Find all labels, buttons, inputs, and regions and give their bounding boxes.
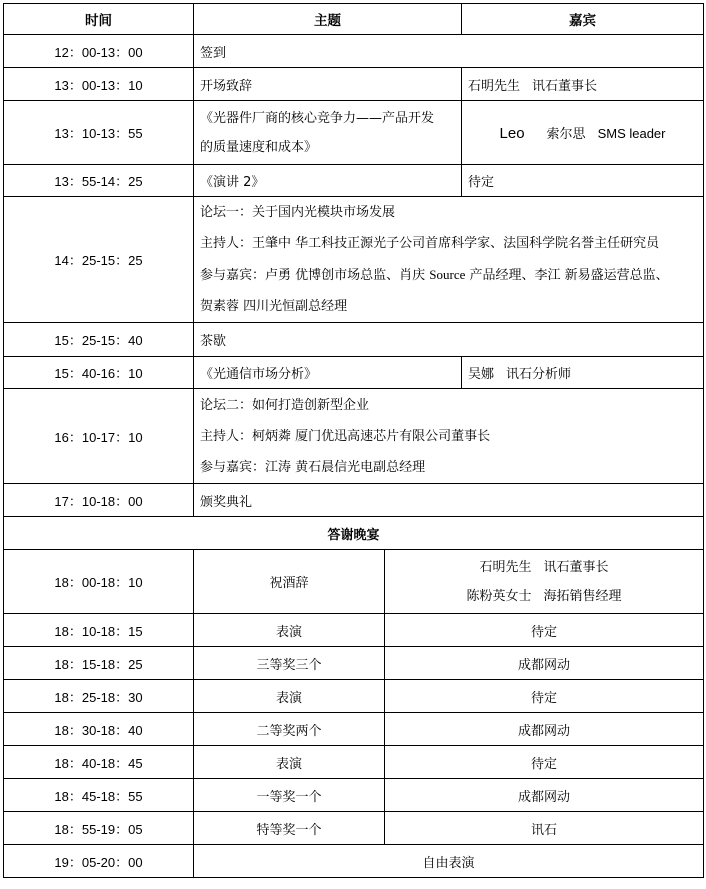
row-topic: 三等奖三个	[194, 647, 385, 680]
table-row	[4, 845, 704, 878]
guest-role: SMS leader	[597, 126, 666, 141]
row-time: 14：25-15：25	[4, 197, 194, 323]
schedule-sheet	[3, 3, 703, 878]
row-time: 18：25-18：30	[4, 680, 194, 713]
row-time: 15：25-15：40	[4, 323, 194, 357]
row-topic: 祝酒辞	[194, 550, 385, 614]
topic-line: 的质量速度和成本》	[200, 139, 318, 155]
table-row	[4, 357, 704, 389]
guest-company: 索尔思	[546, 127, 586, 142]
row-forum	[194, 197, 704, 323]
table-row	[4, 713, 704, 746]
row-time: 15：40-16：10	[4, 357, 194, 389]
guest-line: 陈粉英女士 海拓销售经理	[466, 588, 622, 604]
row-time: 12：00-13：00	[4, 35, 194, 68]
row-guest: 待定	[462, 165, 704, 197]
row-guest: 讯石	[385, 812, 704, 845]
row-topic: 表演	[194, 746, 385, 779]
row-topic: 二等奖两个	[194, 713, 385, 746]
guest-name: 吴娜	[468, 367, 495, 382]
row-time: 18：00-18：10	[4, 550, 194, 614]
row-time: 17：10-18：00	[4, 484, 194, 517]
row-topic: 颁奖典礼	[194, 484, 704, 517]
row-guest: 待定	[385, 746, 704, 779]
table-row	[4, 779, 704, 812]
row-topic: 自由表演	[194, 845, 704, 878]
banquet-title: 答谢晚宴	[4, 517, 704, 550]
row-topic: 开场致辞	[194, 68, 462, 101]
row-time: 13：55-14：25	[4, 165, 194, 197]
table-row	[4, 101, 704, 165]
header-guest: 嘉宾	[462, 4, 704, 35]
schedule-table	[3, 3, 704, 878]
row-topic: 《光通信市场分析》	[194, 357, 462, 389]
forum-guests-cont: 贺素蓉 四川光恒副总经理	[200, 299, 348, 314]
row-time: 18：10-18：15	[4, 614, 194, 647]
row-topic: 表演	[194, 680, 385, 713]
row-guest: 待定	[385, 680, 704, 713]
table-row	[4, 550, 704, 614]
header-time: 时间	[4, 4, 194, 35]
forum-guests: 参与嘉宾：江涛 黄石晨信光电副总经理	[200, 459, 426, 475]
row-topic: 一等奖一个	[194, 779, 385, 812]
table-row	[4, 647, 704, 680]
row-topic: 特等奖一个	[194, 812, 385, 845]
row-guest	[462, 68, 704, 101]
row-time: 18：40-18：45	[4, 746, 194, 779]
guest-line: 石明先生 讯石董事长	[479, 559, 609, 575]
forum-host: 主持人：王肇中 华工科技正源光子公司首席科学家、法国科学院名誉主任研究员	[200, 236, 660, 251]
table-row	[4, 812, 704, 845]
row-topic: 签到	[194, 35, 704, 68]
row-guest	[462, 357, 704, 389]
row-guest: 待定	[385, 614, 704, 647]
row-time: 16：10-17：10	[4, 389, 194, 484]
forum-host: 主持人：柯炳粦 厦门优迅高速芯片有限公司董事长	[200, 428, 491, 444]
row-topic: 表演	[194, 614, 385, 647]
row-time: 18：45-18：55	[4, 779, 194, 812]
row-topic: 茶歇	[194, 323, 704, 357]
row-time: 18：55-19：05	[4, 812, 194, 845]
row-time: 18：15-18：25	[4, 647, 194, 680]
guest-role: 讯石分析师	[506, 367, 572, 382]
row-guest	[385, 550, 704, 614]
table-row	[4, 746, 704, 779]
row-guest: 成都网动	[385, 779, 704, 812]
forum-guests: 参与嘉宾：卢勇 优博创市场总监、肖庆 Source 产品经理、李江 新易盛运营总监、	[200, 267, 669, 283]
table-row	[4, 680, 704, 713]
forum-title: 论坛一：关于国内光模块市场发展	[200, 205, 396, 220]
row-guest: 成都网动	[385, 647, 704, 680]
header-row	[4, 4, 704, 35]
row-guest	[462, 101, 704, 165]
forum-title: 论坛二：如何打造创新型企业	[200, 397, 370, 413]
table-row	[4, 614, 704, 647]
topic-line: 《光器件厂商的核心竞争力——产品开发	[200, 110, 435, 126]
row-time: 19：05-20：00	[4, 845, 194, 878]
banquet-title-row	[4, 517, 704, 550]
row-time: 13：00-13：10	[4, 68, 194, 101]
table-row	[4, 484, 704, 517]
row-topic	[194, 101, 462, 165]
table-row	[4, 197, 704, 323]
table-row	[4, 68, 704, 101]
table-row	[4, 165, 704, 197]
row-time: 18：30-18：40	[4, 713, 194, 746]
header-topic: 主题	[194, 4, 462, 35]
row-time: 13：10-13：55	[4, 101, 194, 165]
guest-role: 讯石董事长	[532, 78, 598, 94]
table-row	[4, 35, 704, 68]
guest-name: Leo	[499, 125, 525, 142]
table-row	[4, 389, 704, 484]
row-guest: 成都网动	[385, 713, 704, 746]
table-row	[4, 323, 704, 357]
guest-name: 石明先生	[468, 78, 521, 94]
row-forum	[194, 389, 704, 484]
row-topic: 《演讲 2》	[194, 165, 462, 197]
